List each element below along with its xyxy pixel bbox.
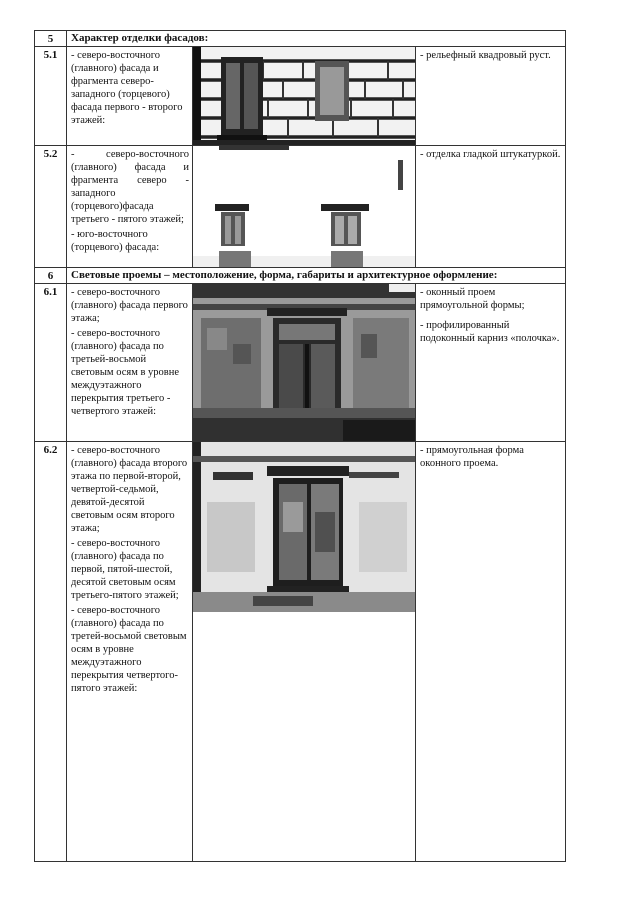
description-line: - северо-восточного (главного) фасада первого этажа;: [71, 287, 188, 324]
facade-photo-plaster: [193, 146, 416, 268]
section-title: Характер отделки фасадов:: [67, 31, 566, 47]
table-row: [35, 284, 566, 442]
item-notes: [416, 442, 566, 862]
table-row: [35, 146, 566, 268]
facade-photo-upper-window: [193, 442, 416, 862]
section-number: 5: [35, 31, 67, 47]
table-row: [35, 47, 566, 146]
item-number: 5.2: [35, 146, 67, 268]
note-line: - рельефный квадровый руст.: [420, 50, 551, 61]
section-header-row: [35, 31, 566, 47]
item-number: 6.2: [35, 442, 67, 862]
note-line: - оконный проем прямоугольной формы;: [420, 287, 525, 311]
item-number: 5.1: [35, 47, 67, 146]
table-row: [35, 442, 566, 862]
document-table: [34, 30, 566, 862]
item-description: [67, 47, 193, 146]
section-title: Световые проемы – местоположение, форма, габариты и архитектурное оформление:: [67, 268, 566, 284]
item-number: 6.1: [35, 284, 67, 442]
item-description: [67, 284, 193, 442]
description-line: - северо-восточного (главного) фасада по первой, пятой-шестой, десятой световым осям третьего-пятого этажей;: [71, 538, 179, 601]
note-line: - отделка гладкой штукатуркой.: [420, 149, 561, 160]
section-number: 6: [35, 268, 67, 284]
facade-photo-rustication: [193, 47, 416, 146]
description-line: - северо-восточного (главного) фасада и фрагмента северо-западного (торцевого) фасада первого - второго этажей:: [71, 50, 183, 126]
item-description: [67, 442, 193, 862]
description-line: - юго-восточного (торцевого) фасада:: [71, 229, 160, 253]
description-line: - северо-восточного (главного) фасада второго этажа по первой-второй, четвертой-седьмой, девятой-десятой световым осям второго этажа;: [71, 445, 188, 534]
item-notes: [416, 284, 566, 442]
item-notes: [416, 47, 566, 146]
item-description: [67, 146, 193, 268]
note-line: - прямоугольная форма оконного проема.: [420, 445, 524, 469]
facade-photo-first-floor-window: [193, 284, 416, 442]
description-line: - северо-восточного (главного) фасада и фрагмента северо - западного (торцевого)фасада третьего - пятого этажей;: [71, 149, 189, 225]
note-line: - профилированный подоконный карниз «полочка».: [420, 320, 560, 344]
description-line: - северо-восточного (главного) фасада по третьей-восьмой световым осям в уровне междуэтажного перекрытия третьего - четвертого этажей:: [71, 328, 180, 417]
description-line: - северо-восточного (главного) фасада по третей-восьмой световым осям в уровне междуэтажного перекрытия четвертого-пятого этажей:: [71, 605, 187, 694]
section-header-row: [35, 268, 566, 284]
item-notes: [416, 146, 566, 268]
